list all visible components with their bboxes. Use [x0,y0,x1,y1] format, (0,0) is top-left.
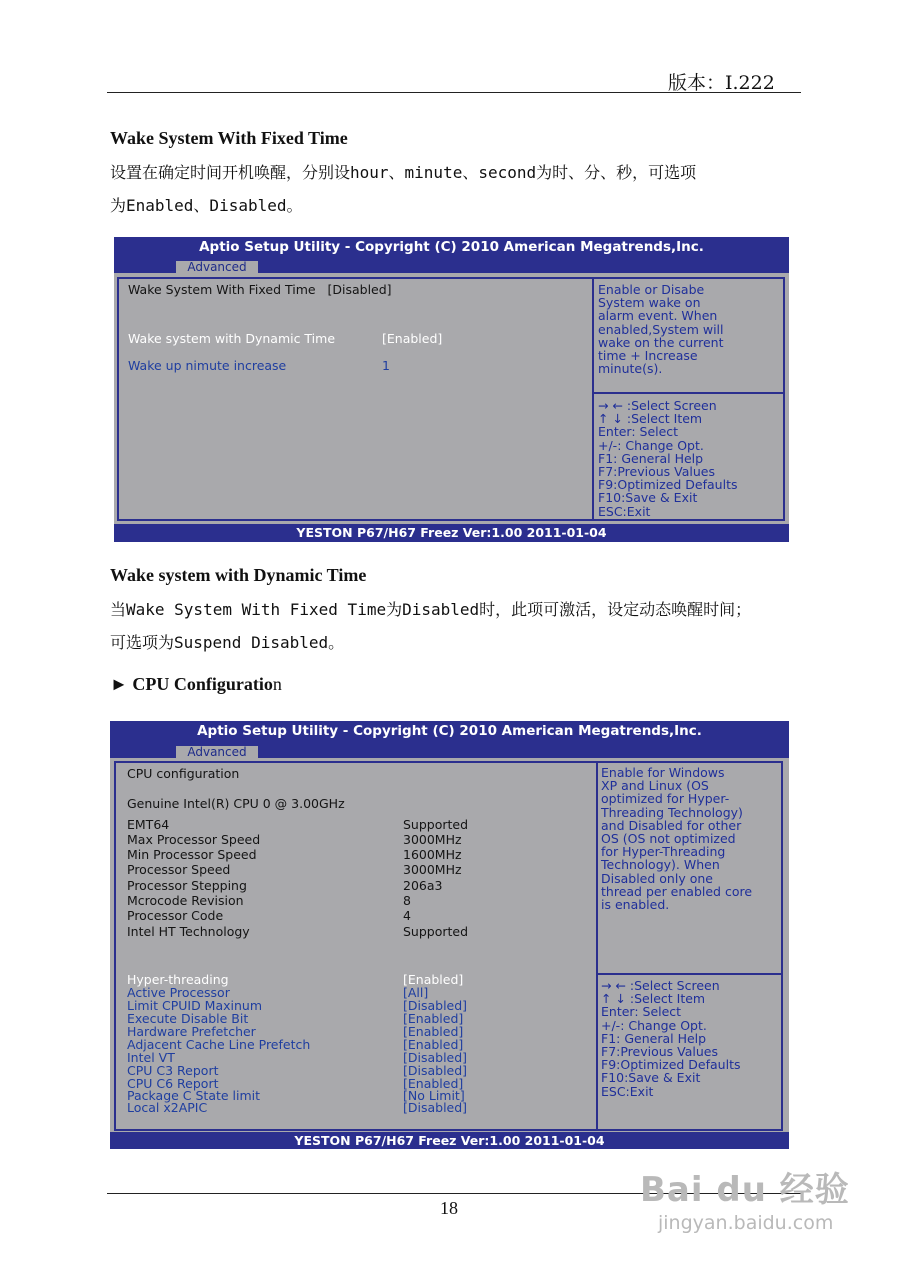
setting-label: Wake System With Fixed Time [128,282,316,297]
key-hint: F9:Optimized Defaults [601,1057,741,1073]
paragraph-line: 设置在确定时间开机唤醒，分别设hour、minute、second为时、分、秒，可选项 [110,163,697,182]
info-value: 1600MHz [403,847,462,862]
header-rule [107,92,801,93]
key-hint: F9:Optimized Defaults [598,477,738,493]
key-hint: Enter: Select [601,1004,682,1020]
option-adjacent-cache-label[interactable]: Adjacent Cache Line Prefetch [127,1037,311,1052]
bios-tab-row [114,260,789,273]
section-title-cpu-configuration [110,674,282,695]
option-local-x2apic-value[interactable]: [Disabled] [403,1100,468,1115]
section-title-dynamic-time: Wake system with Dynamic Time [110,565,367,585]
cpu-name: Genuine Intel(R) CPU 0 @ 3.00GHz [127,796,345,811]
option-cpu-c6-label[interactable]: CPU C6 Report [127,1076,219,1091]
option-active-processor-value[interactable]: [All] [403,985,429,1000]
key-hint: ESC:Exit [601,1083,654,1099]
info-label: Min Processor Speed [127,847,257,862]
option-package-c-state-label[interactable]: Package C State limit [127,1088,261,1103]
option-active-processor-label[interactable]: Active Processor [127,985,230,1000]
tab-advanced[interactable]: Advanced [176,261,258,273]
bullet-icon: ► [110,674,128,694]
key-hint: ESC:Exit [598,503,651,519]
bios-help-divider [596,973,783,975]
info-value: 8 [403,893,411,908]
bios-footer: YESTON P67/H67 Freez Ver:1.00 2011-01-04 [114,524,789,542]
bios-key-legend [601,979,741,1098]
info-label: Max Processor Speed [127,832,261,847]
bios-tab-row [110,745,789,758]
info-value: 3000MHz [403,862,462,877]
bios-help-text: Enable for Windows XP and Linux (OS optimized for Hyper- Threading Technology) and Disabled for other OS (OS not optimized for Hyper-Threading Technology). When Disabled only one thread per enabled core is enabled. [601,765,753,913]
section-title-fixed-time: Wake System With Fixed Time [110,128,348,148]
bios-divider [596,761,598,1131]
setting-wake-fixed-time[interactable] [128,282,392,297]
paragraph-line: 当Wake System With Fixed Time为Disabled时，此项可激活，设定动态唤醒时间； [110,600,752,619]
bios-screenshot-cpu [110,721,789,1149]
setting-wake-dynamic-time-label[interactable]: Wake system with Dynamic Time [128,331,336,346]
option-limit-cpuid-label[interactable]: Limit CPUID Maxinum [127,998,262,1013]
option-execute-disable-label[interactable]: Execute Disable Bit [127,1011,249,1026]
info-value: Supported [403,817,469,832]
paragraph-line: 为Enabled、Disabled。 [110,196,303,215]
key-hint: Enter: Select [598,424,679,440]
bios-footer: YESTON P67/H67 Freez Ver:1.00 2011-01-04 [110,1132,789,1149]
setting-wake-dynamic-time-value[interactable]: [Enabled] [382,331,443,346]
setting-value: [Disabled] [327,282,392,297]
option-limit-cpuid-value[interactable]: [Disabled] [403,998,468,1013]
key-hint: F7:Previous Values [598,464,715,480]
key-hint: F10:Save & Exit [598,490,698,506]
key-hint: F7:Previous Values [601,1044,718,1060]
setting-wake-minute-increase-label[interactable]: Wake up nimute increase [128,358,287,373]
page-number: 18 [440,1198,458,1218]
option-cpu-c3-label[interactable]: CPU C3 Report [127,1063,219,1078]
option-package-c-state-value[interactable]: [No Limit] [403,1088,465,1103]
key-hint: ↑ ↓ :Select Item [601,991,706,1007]
info-label: Processor Stepping [127,878,247,893]
bios-help-divider [592,392,785,394]
paragraph-line: 可选项为Suspend Disabled。 [110,633,345,652]
version-label: 版本：I.222 [668,72,775,94]
key-hint: ↑ ↓ :Select Item [598,411,703,427]
option-intel-vt-label[interactable]: Intel VT [127,1050,175,1065]
baidu-watermark-url: jingyan.baidu.com [658,1212,834,1234]
option-execute-disable-value[interactable]: [Enabled] [403,1011,464,1026]
option-hyper-threading-value[interactable]: [Enabled] [403,972,464,987]
cpu-config-heading: CPU configuration [127,766,240,781]
key-hint: F10:Save & Exit [601,1070,701,1086]
section-paragraph-fixed-time [110,156,800,222]
key-hint: +/-: Change Opt. [601,1017,707,1033]
setting-wake-minute-increase-value[interactable]: 1 [382,358,390,373]
option-hw-prefetcher-value[interactable]: [Enabled] [403,1024,464,1039]
bios-help-text: Enable or Disabe System wake on alarm event. When enabled,System will wake on the current time + Increase minute(s). [598,282,724,377]
bios-title-bar: Aptio Setup Utility - Copyright (C) 2010 American Megatrends,Inc. [110,721,789,745]
key-hint: → ← :Select Screen [601,978,720,993]
info-label: EMT64 [127,817,170,832]
info-value: 4 [403,908,411,923]
option-hw-prefetcher-label[interactable]: Hardware Prefetcher [127,1024,256,1039]
option-cpu-c3-value[interactable]: [Disabled] [403,1063,468,1078]
baidu-watermark-logo: Bai du 经验 [640,1170,850,1210]
section-title-tail: n [272,674,282,694]
option-hyper-threading-label[interactable]: Hyper-threading [127,972,229,987]
info-label: Processor Code [127,908,224,923]
info-value: 3000MHz [403,832,462,847]
bios-title-bar: Aptio Setup Utility - Copyright (C) 2010 American Megatrends,Inc. [114,237,789,260]
option-cpu-c6-value[interactable]: [Enabled] [403,1076,464,1091]
info-label: Intel HT Technology [127,924,250,939]
key-hint: → ← :Select Screen [598,398,717,413]
key-hint: F1: General Help [598,450,704,466]
section-paragraph-dynamic-time [110,593,800,659]
key-hint: F1: General Help [601,1030,707,1046]
bios-divider [592,277,594,521]
section-title-text: CPU Configuratio [132,674,273,694]
info-value: Supported [403,924,469,939]
info-value: 206a3 [403,878,443,893]
key-hint: +/-: Change Opt. [598,437,704,453]
bios-screenshot-wake [114,237,789,542]
tab-advanced[interactable]: Advanced [176,746,258,758]
option-intel-vt-value[interactable]: [Disabled] [403,1050,468,1065]
bios-key-legend [598,399,738,518]
info-label: Processor Speed [127,862,231,877]
option-adjacent-cache-value[interactable]: [Enabled] [403,1037,464,1052]
option-local-x2apic-label[interactable]: Local x2APIC [127,1100,208,1115]
info-label: Mcrocode Revision [127,893,244,908]
